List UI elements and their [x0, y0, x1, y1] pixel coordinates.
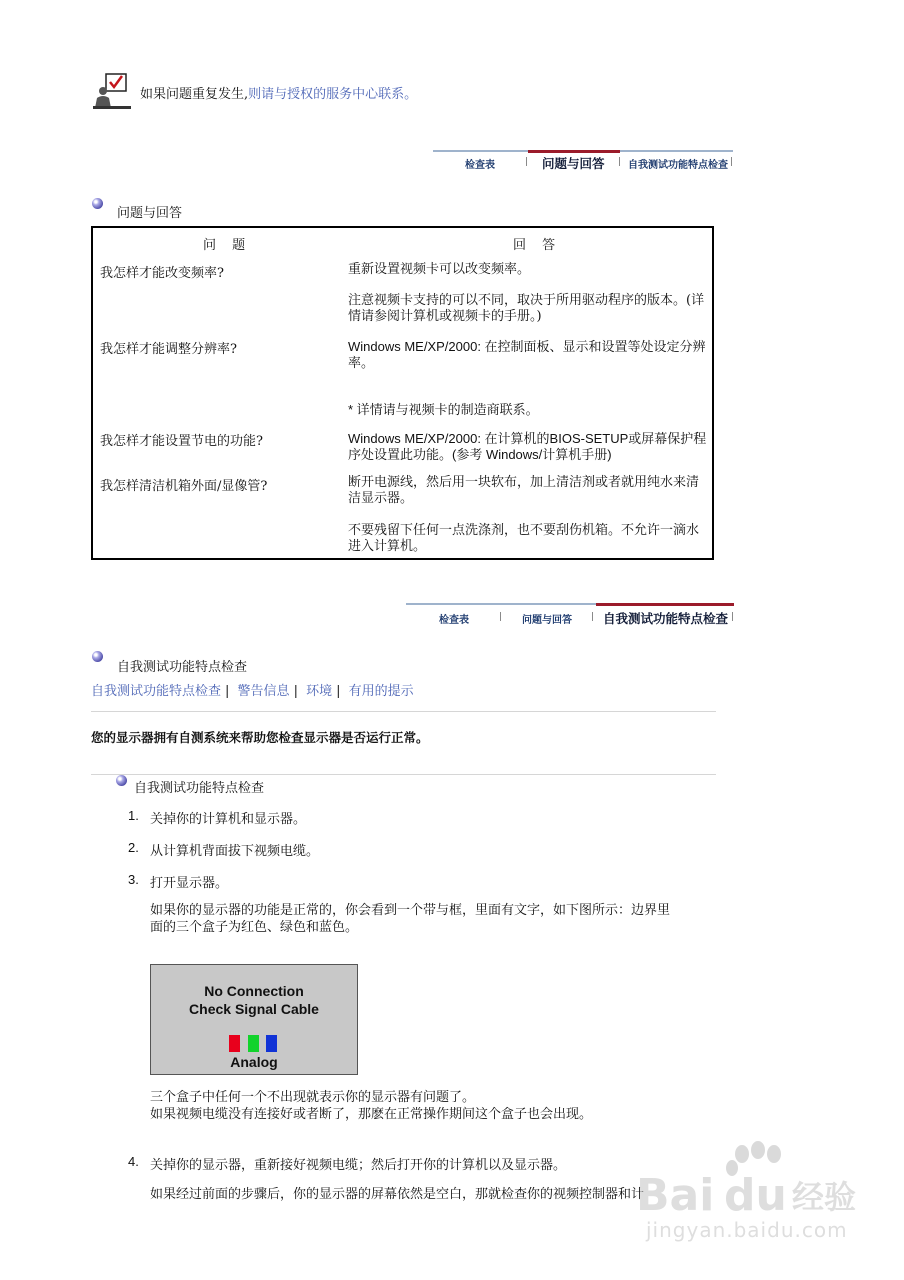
- green-box: [248, 1035, 259, 1052]
- repeat-problem-notice: [140, 83, 417, 102]
- answer-resolution-2: * 详情请与视频卡的制造商联系。: [348, 402, 539, 417]
- tab-qa[interactable]: 问题与回答: [522, 615, 572, 626]
- divider: [91, 774, 716, 775]
- notice-text: 如果问题重复发生,: [140, 87, 249, 102]
- step3-note-2: 如果视频电缆没有连接好或者断了，那麽在正常操作期间这个盒子也会出现。: [150, 1107, 593, 1122]
- answer-resolution-1: Windows ME/XP/2000: 在控制面板、显示和设置等处设定分辨率。: [348, 339, 706, 370]
- question-resolution: 我怎样才能调整分辨率?: [100, 342, 237, 357]
- tab-qa[interactable]: 问题与回答: [542, 156, 605, 171]
- answer-column-header: 回 答: [513, 238, 562, 253]
- step-number: 3.: [128, 872, 139, 887]
- step3-note-1: 三个盒子中任何一个不出现就表示你的显示器有问题了。: [150, 1090, 476, 1105]
- tab-bar-top: [433, 150, 733, 170]
- self-test-subtitle: 自我测试功能特点检查: [134, 781, 265, 796]
- service-center-link[interactable]: 则请与授权的服务中心联系。: [248, 87, 418, 102]
- self-test-nav: 自我测试功能特点检查 | 警告信息 | 环境 | 有用的提示: [91, 684, 414, 699]
- qa-table: [91, 226, 714, 560]
- tab-self-test[interactable]: 自我测试功能特点检查: [628, 160, 728, 171]
- answer-power-saving: Windows ME/XP/2000: 在计算机的BIOS-SETUP或屏幕保护程序处设置此功能。(参考 Windows/计算机手册): [348, 431, 707, 462]
- technician-icon: [92, 72, 132, 110]
- nav-environment-link[interactable]: 环境: [306, 684, 333, 699]
- qa-section-title: 问题与回答: [117, 206, 183, 221]
- question-frequency: 我怎样才能改变频率?: [100, 266, 224, 281]
- question-column-header: 问 题: [203, 238, 252, 253]
- screen-line-2: Check Signal Cable: [189, 1001, 319, 1017]
- tab-checklist[interactable]: 检查表: [439, 615, 469, 626]
- nav-tips-link[interactable]: 有用的提示: [348, 684, 414, 699]
- answer-frequency-1: 重新设置视频卡可以改变频率。: [348, 262, 531, 277]
- step-text: 关掉你的计算机和显示器。: [150, 812, 307, 827]
- baidu-watermark: [636, 1140, 876, 1250]
- section-bullet-icon: [92, 651, 103, 662]
- step-text: 从计算机背面拔下视频电缆。: [150, 844, 320, 859]
- question-cleaning: 我怎样清洁机箱外面/显像管?: [100, 479, 268, 494]
- red-box: [229, 1035, 240, 1052]
- svg-text:Bai: Bai: [636, 1170, 715, 1221]
- blue-box: [266, 1035, 277, 1052]
- step4-description: 如果经过前面的步骤后，你的显示器的屏幕依然是空白，那就检查你的视频控制器和计: [150, 1187, 645, 1202]
- tab-self-test[interactable]: 自我测试功能特点检查: [603, 611, 729, 626]
- divider: [91, 711, 716, 712]
- step-number: 4.: [128, 1154, 139, 1169]
- section-bullet-icon: [92, 198, 103, 209]
- watermark-url: jingyan.baidu.com: [646, 1218, 848, 1242]
- nav-self-test-link[interactable]: 自我测试功能特点检查: [91, 684, 222, 699]
- answer-cleaning-1: 断开电源线，然后用一块软布，加上清洁剂或者就用纯水来清洁显示器。: [348, 475, 700, 506]
- self-test-section-title: 自我测试功能特点检查: [117, 660, 248, 675]
- self-test-intro: 您的显示器拥有自测系统来帮助您检查显示器是否运行正常。: [91, 730, 429, 745]
- answer-frequency-2: 注意视频卡支持的可以不同，取决于所用驱动程序的版本。(详情请参阅计算机或视频卡的手册。): [348, 293, 705, 324]
- tab-checklist[interactable]: 检查表: [465, 160, 495, 171]
- screen-line-1: No Connection: [204, 983, 304, 999]
- svg-text:du: du: [724, 1170, 787, 1221]
- subsection-bullet-icon: [116, 775, 127, 786]
- answer-cleaning-2: 不要残留下任何一点洗涤剂，也不要刮伤机箱。不允许一滴水进入计算机。: [348, 523, 700, 554]
- step-number: 1.: [128, 808, 139, 823]
- tab-bar-bottom: [406, 603, 734, 626]
- question-power-saving: 我怎样才能设置节电的功能?: [100, 434, 263, 449]
- step3-description: 如果你的显示器的功能是正常的，你会看到一个带与框，里面有文字，如下图所示：边界里面的三个盒子为红色、绿色和蓝色。: [150, 903, 671, 935]
- watermark-brand: [636, 1140, 637, 1141]
- step-text: 关掉你的显示器，重新接好视频电缆；然后打开你的计算机以及显示器。: [150, 1158, 567, 1173]
- screen-analog-label: Analog: [230, 1054, 278, 1070]
- nav-warning-link[interactable]: 警告信息: [237, 684, 290, 699]
- step-text: 打开显示器。: [150, 876, 229, 891]
- svg-text:经验: 经验: [792, 1178, 857, 1216]
- step-number: 2.: [128, 840, 139, 855]
- no-connection-screen: [150, 964, 358, 1075]
